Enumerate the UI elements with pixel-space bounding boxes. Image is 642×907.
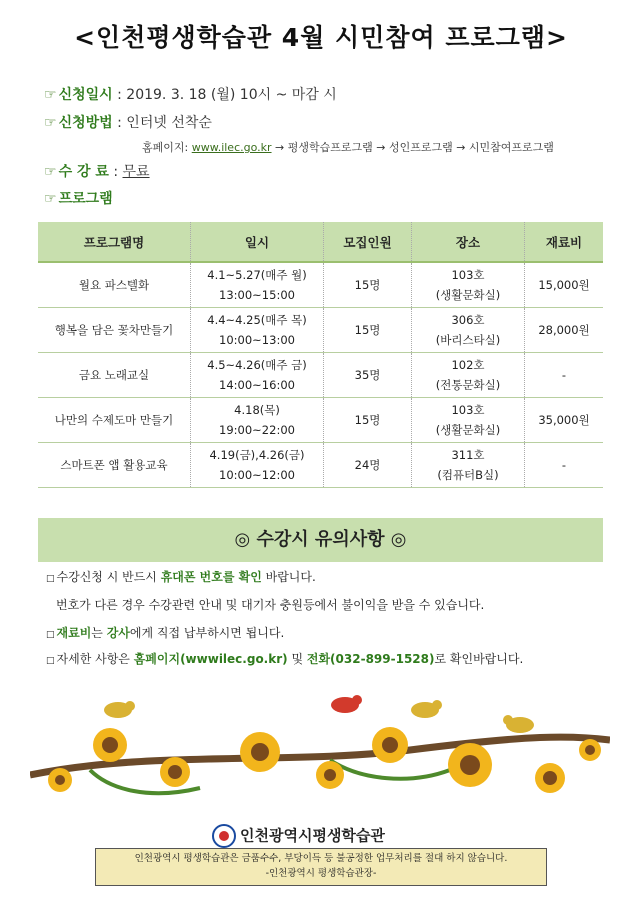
notice-line-1: □ 수강신청 시 반드시 휴대폰 번호를 확인 바랍니다. <box>46 570 316 584</box>
apply-date-line: ☞ 신청일시 : 2019. 3. 18 (월) 10시 ~ 마감 시 <box>44 87 337 103</box>
fee-line: ☞ 수 강 료 : 무료 <box>44 164 150 180</box>
cell-place: 102호 (전통문화실) <box>412 353 525 398</box>
apply-date-value: 2019. 3. 18 (월) 10시 ~ 마감 시 <box>126 87 337 103</box>
table-row <box>38 398 603 443</box>
table-row <box>38 262 603 308</box>
cell-fee: 35,000원 <box>525 398 604 443</box>
cell-date: 4.4~4.25(매주 목) 10:00~13:00 <box>191 308 324 353</box>
apply-method-label: 신청방법 <box>58 115 113 131</box>
col-header-place: 장소 <box>412 222 525 262</box>
apply-method-line: ☞ 신청방법 : 인터넷 선착순 <box>44 115 212 131</box>
col-header-name: 프로그램명 <box>38 222 191 262</box>
cell-name: 스마트폰 앱 활용교육 <box>38 443 191 488</box>
table-header-row <box>38 222 603 262</box>
notice-title: ◎ 수강시 유의사항 ◎ <box>38 518 603 562</box>
cell-place: 311호 (컴퓨터B실) <box>412 443 525 488</box>
cell-date: 4.18(목) 19:00~22:00 <box>191 398 324 443</box>
cell-date: 4.5~4.26(매주 금) 14:00~16:00 <box>191 353 324 398</box>
cell-count: 15명 <box>324 308 412 353</box>
sunflower-illustration <box>30 680 610 815</box>
notice-line-2: 번호가 다른 경우 수강관련 안내 및 대기자 충원등에서 불이익을 받을 수 있습니다. <box>56 598 485 612</box>
pointing-hand-icon: ☞ <box>44 191 57 207</box>
table-row <box>38 308 603 353</box>
square-bullet-icon: □ <box>46 656 55 666</box>
integrity-notice-box <box>95 848 547 886</box>
cell-date: 4.1~5.27(매주 월) 13:00~15:00 <box>191 262 324 308</box>
cell-name: 나만의 수제도마 만들기 <box>38 398 191 443</box>
cell-place: 306호 (바리스타실) <box>412 308 525 353</box>
bird-icon <box>104 695 534 733</box>
cell-place: 103호 (생활문화실) <box>412 262 525 308</box>
institution-logo-icon <box>212 824 236 848</box>
fee-label: 수 강 료 <box>58 164 109 180</box>
cell-count: 15명 <box>324 262 412 308</box>
program-line <box>44 188 113 208</box>
notice-line-3: □ 재료비는 강사에게 직접 납부하시면 됩니다. <box>46 626 285 640</box>
cell-fee: - <box>525 353 604 398</box>
cell-fee: 15,000원 <box>525 262 604 308</box>
fee-value: 무료 <box>122 164 150 180</box>
program-table <box>38 222 603 488</box>
cell-fee: - <box>525 443 604 488</box>
cell-count: 24명 <box>324 443 412 488</box>
square-bullet-icon: □ <box>46 574 55 584</box>
cell-name: 금요 노래교실 <box>38 353 191 398</box>
table-row <box>38 353 603 398</box>
cell-fee: 28,000원 <box>525 308 604 353</box>
notice-line-4: □ 자세한 사항은 홈페이지(wwwilec.go.kr) 및 전화(032-899-1528)로 확인바랍니다. <box>46 652 524 666</box>
cell-count: 35명 <box>324 353 412 398</box>
program-label: 프로그램 <box>58 191 113 207</box>
institution-logo: 인천광역시평생학습관 <box>212 824 385 848</box>
table-row <box>38 443 603 488</box>
cell-date: 4.19(금),4.26(금) 10:00~12:00 <box>191 443 324 488</box>
apply-date-label: 신청일시 <box>58 87 113 103</box>
homepage-route: 홈페이지: www.ilec.go.kr → 평생학습프로그램 → 성인프로그램 → 시민참여프로그램 <box>142 141 554 154</box>
cell-name: 월요 파스텔화 <box>38 262 191 308</box>
page-title: <인천평생학습관 4월 시민참여 프로그램> <box>74 23 568 52</box>
col-header-fee: 재료비 <box>525 222 604 262</box>
apply-method-value: 인터넷 선착순 <box>126 115 212 131</box>
cell-count: 15명 <box>324 398 412 443</box>
integrity-notice-line-2: -인천광역시 평생학습관장- <box>265 868 377 879</box>
col-header-count: 모집인원 <box>324 222 412 262</box>
pointing-hand-icon: ☞ <box>44 164 57 180</box>
cell-name: 행복을 담은 꽃차만들기 <box>38 308 191 353</box>
pointing-hand-icon: ☞ <box>44 87 57 103</box>
col-header-date: 일시 <box>191 222 324 262</box>
cell-place: 103호 (생활문화실) <box>412 398 525 443</box>
integrity-notice-line-1: 인천광역시 평생학습관은 금품수수, 부당이득 등 불공정한 업무처리를 절대 하지 않습니다. <box>134 853 508 864</box>
homepage-link[interactable]: www.ilec.go.kr <box>191 141 272 154</box>
square-bullet-icon: □ <box>46 630 55 640</box>
pointing-hand-icon: ☞ <box>44 115 57 131</box>
